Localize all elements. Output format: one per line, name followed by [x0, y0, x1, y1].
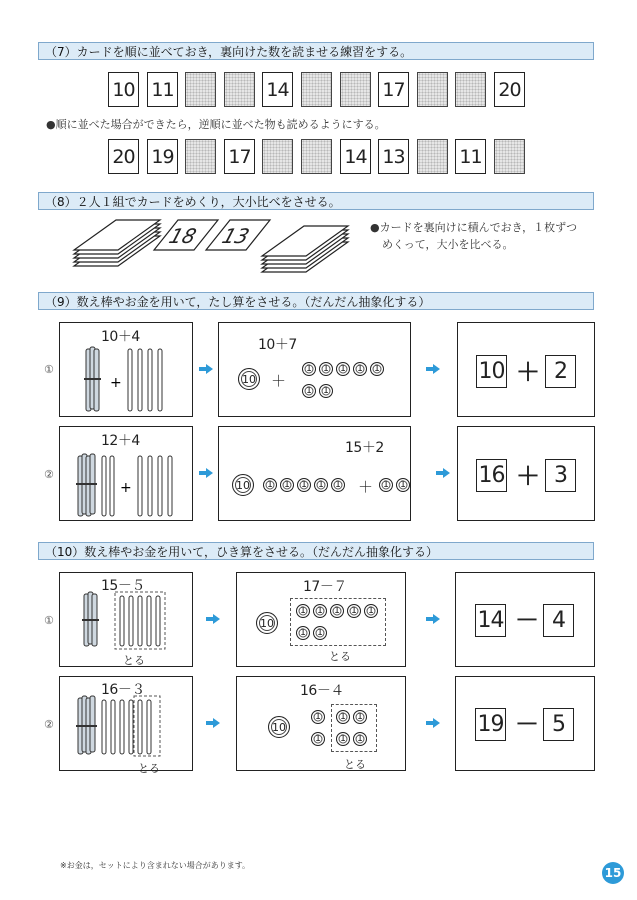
coin-1-icon: 1 — [353, 732, 367, 746]
face-down-card — [455, 72, 486, 107]
coin-1-icon: 1 — [379, 478, 393, 492]
coin-1-icon: 1 — [313, 626, 327, 640]
number-card: 11 — [455, 139, 486, 174]
section-9-header: （9）数え棒やお金を用いて，たし算をさせる。（だんだん抽象化する） — [38, 292, 594, 310]
coin-1-icon: 1 — [311, 732, 325, 746]
coin-1-icon: 1 — [319, 362, 333, 376]
face-down-card — [224, 72, 255, 107]
number-box: 19 — [475, 708, 506, 741]
section-8-header: （8）２人１組でカードをめくり，大小比べをさせる。 — [38, 192, 594, 210]
coin-10-icon: 10 — [256, 612, 278, 634]
take-away-label: とる — [329, 650, 351, 663]
section-7-note: ●順に並べた場合ができたら，逆順に並べた物も読めるようにする。 — [46, 118, 386, 131]
coin-10-icon: 10 — [238, 368, 260, 390]
footnote: ※お金は，セットにより含まれない場合があります。 — [60, 861, 251, 870]
coin-1-icon: 1 — [370, 362, 384, 376]
section-8-note-line2: めくって，大小を比べる。 — [382, 238, 514, 251]
counting-sticks-icon — [82, 345, 182, 413]
counting-sticks-icon — [76, 694, 186, 758]
number-card: 19 — [147, 139, 178, 174]
example-marker: ② — [44, 468, 54, 481]
coin-1-icon: 1 — [330, 604, 344, 618]
coin-1-icon: 1 — [302, 384, 316, 398]
left-card-stack — [74, 220, 160, 266]
coin-1-icon: 1 — [263, 478, 277, 492]
sub-ex1-coin-equation: 17－７ — [303, 579, 347, 595]
sub-ex2-equation: 16－３ — [101, 682, 145, 698]
coin-1-icon: 1 — [296, 626, 310, 640]
example-marker: ① — [44, 614, 54, 627]
number-box: 10 — [476, 355, 507, 388]
arrow-right-icon — [436, 468, 450, 478]
number-box: 4 — [543, 604, 574, 637]
take-away-label: とる — [123, 654, 145, 667]
arrow-right-icon — [426, 614, 440, 624]
face-down-card — [262, 139, 293, 174]
face-down-card — [301, 139, 332, 174]
coin-1-icon: 1 — [396, 478, 410, 492]
number-box: 5 — [543, 708, 574, 741]
coin-1-icon: 1 — [296, 604, 310, 618]
number-card: 20 — [108, 139, 139, 174]
arrow-right-icon — [206, 718, 220, 728]
flipped-card-b-number: 13 — [219, 224, 253, 248]
add-ex1-equation: 10＋4 — [101, 329, 140, 345]
add-ex2-coin-equation: 15＋2 — [345, 440, 384, 456]
face-down-card — [417, 72, 448, 107]
coin-1-icon: 1 — [353, 710, 367, 724]
face-down-card — [494, 139, 525, 174]
svg-text:+: + — [110, 375, 122, 391]
coin-1-icon: 1 — [313, 604, 327, 618]
face-down-card — [301, 72, 332, 107]
number-card: 14 — [262, 72, 293, 107]
example-marker: ② — [44, 718, 54, 731]
face-down-card — [340, 72, 371, 107]
number-box: 16 — [476, 459, 507, 492]
number-card: 13 — [378, 139, 409, 174]
counting-sticks-icon — [76, 452, 182, 518]
arrow-right-icon — [206, 614, 220, 624]
arrow-right-icon — [199, 364, 213, 374]
coin-10-icon: 10 — [268, 716, 290, 738]
coin-1-icon: 1 — [319, 384, 333, 398]
coin-1-icon: 1 — [314, 478, 328, 492]
arrow-right-icon — [426, 718, 440, 728]
coin-1-icon: 1 — [347, 604, 361, 618]
coin-1-icon: 1 — [280, 478, 294, 492]
face-down-card — [417, 139, 448, 174]
example-marker: ① — [44, 363, 54, 376]
take-away-label: とる — [138, 762, 160, 775]
flipped-card-a-number: 18 — [166, 224, 200, 248]
section-10-header: （10）数え棒やお金を用いて，ひき算をさせる。（だんだん抽象化する） — [38, 542, 594, 560]
coin-1-icon: 1 — [353, 362, 367, 376]
plus-sign: ＋ — [358, 478, 374, 496]
page-number-badge: 15 — [602, 862, 624, 884]
arrow-right-icon — [199, 468, 213, 478]
coin-1-icon: 1 — [311, 710, 325, 724]
number-card: 11 — [147, 72, 178, 107]
face-down-card — [185, 139, 216, 174]
coin-1-icon: 1 — [364, 604, 378, 618]
coin-1-icon: 1 — [331, 478, 345, 492]
plus-sign: ＋ — [271, 372, 287, 390]
coin-1-icon: 1 — [297, 478, 311, 492]
number-box: 14 — [475, 604, 506, 637]
svg-text:+: + — [120, 480, 132, 496]
coin-10-icon: 10 — [232, 474, 254, 496]
coin-1-icon: 1 — [302, 362, 316, 376]
number-box: 2 — [545, 355, 576, 388]
number-box: 3 — [545, 459, 576, 492]
section-7-header: （7）カードを順に並べておき，裏向けた数を読ませる練習をする。 — [38, 42, 594, 60]
counting-sticks-icon — [80, 590, 180, 650]
coin-1-icon: 1 — [336, 362, 350, 376]
operator: ＋ — [516, 462, 540, 490]
operator: － — [515, 606, 539, 634]
sub-ex1-equation: 15－５ — [101, 578, 145, 594]
number-card: 14 — [340, 139, 371, 174]
section-8-note-line1: ●カードを裏向けに積んでおき，１枚ずつ — [370, 221, 578, 234]
arrow-right-icon — [426, 364, 440, 374]
number-card: 20 — [494, 72, 525, 107]
face-down-card — [185, 72, 216, 107]
card-stacks-illustration — [66, 214, 366, 274]
coin-1-icon: 1 — [336, 732, 350, 746]
operator: ＋ — [516, 358, 540, 386]
take-away-label: とる — [344, 758, 366, 771]
coin-1-icon: 1 — [336, 710, 350, 724]
right-card-stack — [262, 226, 348, 272]
add-ex2-equation: 12＋4 — [101, 433, 140, 449]
number-card: 17 — [378, 72, 409, 107]
number-card: 17 — [224, 139, 255, 174]
add-ex1-coin-equation: 10＋7 — [258, 337, 297, 353]
operator: － — [515, 710, 539, 738]
sub-ex2-coin-equation: 16－４ — [300, 683, 344, 699]
number-card: 10 — [108, 72, 139, 107]
